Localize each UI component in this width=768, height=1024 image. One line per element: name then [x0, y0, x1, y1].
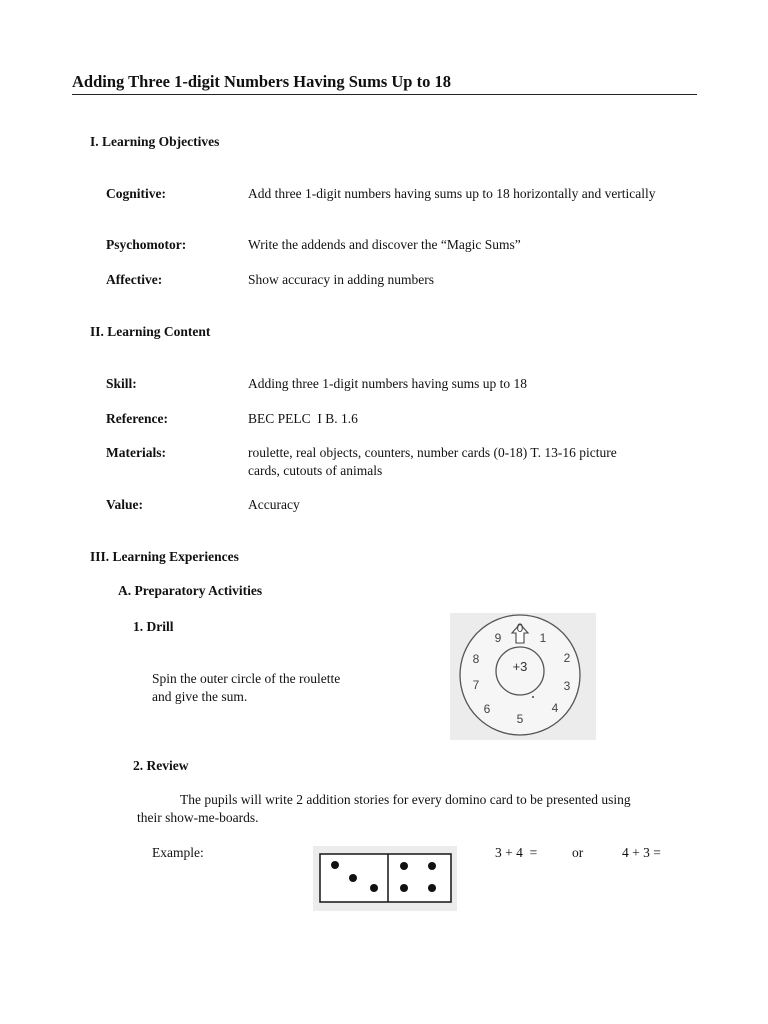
cognitive-value: Add three 1-digit numbers having sums up to 18 horizontally and vertically: [248, 186, 656, 201]
affective-value: Show accuracy in adding numbers: [248, 272, 434, 287]
skill-value: Adding three 1-digit numbers having sums up to 18: [248, 376, 527, 391]
roulette-number-6: 6: [483, 702, 491, 716]
domino-dot: [331, 861, 339, 869]
domino-dot: [400, 862, 408, 870]
domino-dot: [349, 874, 357, 882]
drill-text-line-1: Spin the outer circle of the roulette: [152, 671, 341, 686]
value-value: Accuracy: [248, 497, 300, 512]
review-heading: 2. Review: [133, 758, 189, 773]
roulette-drawing: [450, 613, 596, 740]
equation-2: 4 + 3 =: [622, 845, 661, 860]
preparatory-activities-heading: A. Preparatory Activities: [118, 583, 263, 598]
section-1-heading: I. Learning Objectives: [90, 134, 220, 149]
review-paragraph-line-2: their show-me-boards.: [137, 810, 259, 825]
equation-or: or: [572, 845, 584, 860]
roulette-mark: [532, 696, 534, 698]
roulette-number-0: 0: [516, 621, 524, 635]
roulette-number-9: 9: [494, 631, 502, 645]
example-label: Example:: [152, 845, 204, 860]
psychomotor-value: Write the addends and discover the “Magic Sums”: [248, 237, 521, 252]
materials-label: Materials:: [106, 445, 166, 460]
roulette-number-7: 7: [472, 678, 480, 692]
section-3-heading: III. Learning Experiences: [90, 549, 239, 564]
domino-card: [320, 854, 451, 902]
section-2-heading: II. Learning Content: [90, 324, 211, 339]
skill-label: Skill:: [106, 376, 137, 391]
affective-label: Affective:: [106, 272, 163, 287]
equation-1: 3 + 4 =: [495, 845, 538, 860]
roulette-figure: [450, 613, 596, 740]
title-underline: [72, 94, 697, 95]
roulette-number-2: 2: [563, 651, 571, 665]
page-title: Adding Three 1-digit Numbers Having Sums Up to 18: [72, 72, 451, 91]
domino-figure: [313, 846, 457, 911]
materials-value: roulette, real objects, counters, number cards (0-18) T. 13-16 picture cards, cutouts of animals: [248, 445, 617, 478]
domino-dot: [428, 862, 436, 870]
roulette-center-label: +3: [512, 659, 528, 674]
roulette-number-4: 4: [551, 701, 559, 715]
domino-drawing: [313, 846, 457, 911]
domino-dot: [370, 884, 378, 892]
reference-value: BEC PELC I B. 1.6: [248, 411, 358, 426]
value-label: Value:: [106, 497, 144, 512]
roulette-number-5: 5: [516, 712, 524, 726]
roulette-number-8: 8: [472, 652, 480, 666]
psychomotor-label: Psychomotor:: [106, 237, 187, 252]
domino-dot: [428, 884, 436, 892]
cognitive-label: Cognitive:: [106, 186, 166, 201]
drill-text-line-2: and give the sum.: [152, 689, 248, 704]
domino-dot: [400, 884, 408, 892]
review-paragraph-line-1: The pupils will write 2 addition stories for every domino card to be presented using: [180, 792, 631, 807]
reference-label: Reference:: [106, 411, 168, 426]
drill-heading: 1. Drill: [133, 619, 174, 634]
roulette-number-3: 3: [563, 679, 571, 693]
roulette-number-1: 1: [539, 631, 547, 645]
